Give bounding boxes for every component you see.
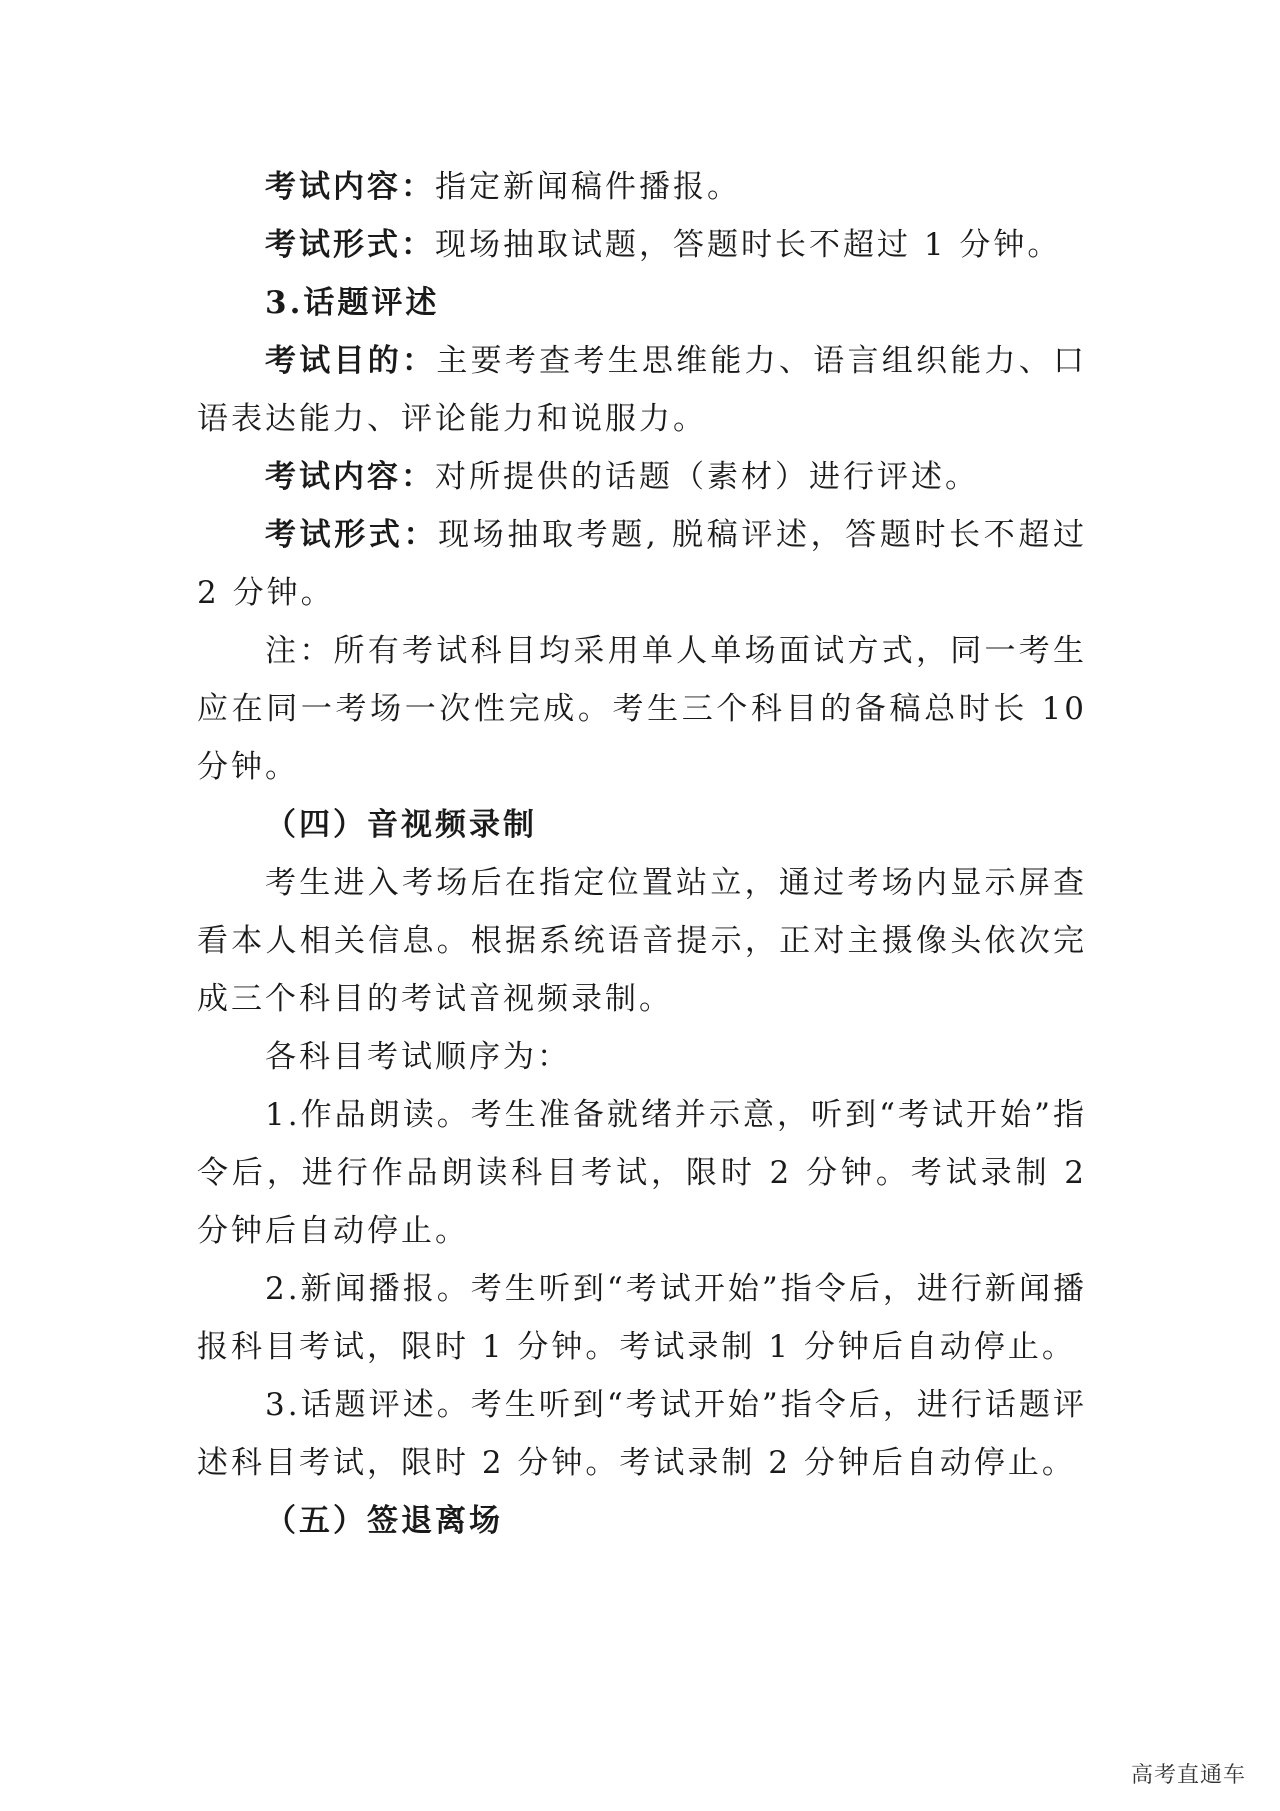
section-heading-av-recording: （四）音视频录制	[265, 807, 537, 843]
paragraph-lead: 考试目的：	[265, 343, 437, 379]
paragraph-order-reading: 1.作品朗读。考生准备就绪并示意，听到“考试开始”指令后，进行作品朗读科目考试，限时 2 分钟。考试录制 2 分钟后自动停止。	[197, 1097, 1087, 1249]
paragraph-order-news: 2.新闻播报。考生听到“考试开始”指令后，进行新闻播报科目考试，限时 1 分钟。考试录制 1 分钟后自动停止。	[197, 1271, 1087, 1365]
paragraph-text: 现场抽取考题, 脱稿评述，答题时长不超过 2 分钟。	[197, 517, 1087, 611]
section-heading-sign-out: （五）签退离场	[265, 1503, 503, 1539]
paragraph-exam-format-commentary	[197, 506, 1087, 622]
paragraph-text: 主要考查考生思维能力、语言组织能力、口语表达能力、评论能力和说服力。	[197, 343, 1088, 437]
paragraph-exam-purpose-commentary	[197, 332, 1087, 448]
subheading-topic-commentary: 3.话题评述	[265, 285, 440, 321]
document-body	[197, 158, 1087, 1550]
paragraph-note: 注：所有考试科目均采用单人单场面试方式，同一考生应在同一考场一次性完成。考生三个科目的备稿总时长 10 分钟。	[197, 633, 1087, 785]
paragraph-order-intro: 各科目考试顺序为：	[265, 1039, 571, 1075]
paragraph-order-commentary: 3.话题评述。考生听到“考试开始”指令后，进行话题评述科目考试，限时 2 分钟。考试录制 2 分钟后自动停止。	[197, 1387, 1087, 1481]
paragraph-text: 指定新闻稿件播报。	[435, 169, 741, 205]
paragraph-text: 对所提供的话题（素材）进行评述。	[435, 459, 979, 495]
paragraph-entry-instructions: 考生进入考场后在指定位置站立，通过考场内显示屏查看本人相关信息。根据系统语音提示，正对主摄像头依次完成三个科目的考试音视频录制。	[197, 865, 1087, 1017]
paragraph-lead: 考试形式：	[265, 517, 439, 553]
paragraph-lead: 考试内容：	[265, 169, 435, 205]
paragraph-text: 现场抽取试题，答题时长不超过 1 分钟。	[435, 227, 1062, 263]
paragraph-exam-format-news	[197, 216, 1087, 274]
paragraph-lead: 考试形式：	[265, 227, 435, 263]
paragraph-lead: 考试内容：	[265, 459, 435, 495]
paragraph-exam-content-news	[197, 158, 1087, 216]
watermark-text: 高考直通车	[1130, 1763, 1246, 1788]
paragraph-exam-content-commentary	[197, 448, 1087, 506]
